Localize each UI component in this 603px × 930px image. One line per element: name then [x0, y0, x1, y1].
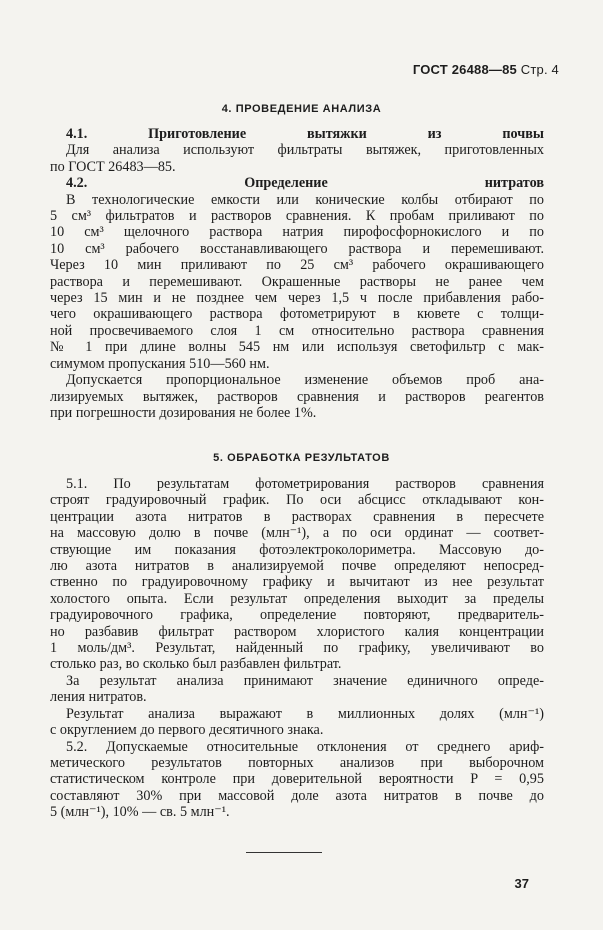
section-4-line: Для анализа используют фильтраты вытяжек, приготовленных: [66, 142, 544, 159]
section-4-line: раствора и перемешивают. Окрашенные растворы не ранее чем: [50, 273, 544, 290]
section-5-line: 5.1. По результатам фотометрирования растворов сравнения: [66, 476, 544, 492]
section-4-line: Допускается пропорциональное изменение объемов проб ана-: [66, 372, 544, 389]
section-4-line: лизируемых вытяжек, растворов сравнения и растворов реагентов: [50, 388, 544, 405]
header-title: ГОСТ 26488—85: [412, 62, 517, 77]
section-4-line: Через 10 мин приливают по 25 см³ рабочего окрашивающего: [50, 257, 544, 274]
section-4-line: 5 см³ фильтратов и растворов сравнения. К пробам приливают по: [50, 208, 544, 225]
section-4-line: 4.1. Приготовление вытяжки из почвы: [66, 126, 544, 142]
section-5-line: на массовую долю в почве (млн⁻¹), а по оси ординат — соответ-: [50, 525, 544, 542]
section-5-line: лю азота нитратов в анализируемой почве определяют непосред-: [50, 558, 544, 575]
section-4-line: В технологические емкости или конические колбы отбирают по: [66, 191, 544, 208]
section-5-line: холостого опыта. Если результат определения выходит за пределы: [50, 590, 544, 607]
section-5-line: 5.2. Допускаемые относительные отклонения от среднего ариф-: [66, 738, 544, 755]
section-5-line: ления нитратов.: [50, 689, 147, 706]
section-5-line: строят градуировочный график. По оси абсцисс откладывают кон-: [50, 492, 544, 509]
section-5-body: [50, 476, 544, 821]
section-4-line: симумом пропускания 510—560 нм.: [50, 355, 270, 372]
section-4-line: чего окрашивающего раствора фотометрируют в кювете с толщи-: [50, 306, 544, 323]
section-5-line: 1 моль/дм³. Результат, найденный по графику, увеличивают во: [50, 640, 544, 657]
section-4-line: № 1 при длине волны 545 нм или используя светофильтр с мак-: [50, 339, 544, 356]
section-4-line: при погрешности дозирования не более 1%.: [50, 404, 317, 421]
section-5-line: ственно по градуировочному графику и вычитают из нее результат: [50, 574, 544, 591]
section-5-line: метического результатов повторных анализов при выборочном: [50, 754, 544, 771]
section-4-heading: 4. ПРОВЕДЕНИЕ АНАЛИЗА: [221, 103, 382, 115]
section-4-line: 10 см³ щелочного раствора натрия пирофосфорнокислого и по: [50, 224, 544, 241]
section-5-line: центрации азота нитратов в растворах сравнения в пересчете: [50, 508, 544, 525]
section-4-line: 4.2. Определение нитратов: [66, 175, 544, 192]
running-header: [413, 62, 559, 77]
header-page-label: Стр. 4: [520, 62, 559, 77]
section-4-line: 10 см³ рабочего восстанавливающего раствора и перемешивают.: [50, 240, 544, 257]
page-number: 37: [514, 876, 529, 891]
section-4-line: ной просвечиваемого слоя 1 см относительно раствора сравнения: [50, 322, 544, 339]
section-5-line: Результат анализа выражают в миллионных долях (млн⁻¹): [66, 705, 544, 722]
section-4-line: по ГОСТ 26483—85.: [50, 158, 176, 175]
section-5-heading: 5. ОБРАБОТКА РЕЗУЛЬТАТОВ: [213, 452, 390, 464]
end-rule: [246, 852, 322, 853]
section-5-line: составляют 30% при массовой доле азота нитратов в почве до: [50, 787, 544, 804]
section-4-body: [50, 126, 544, 421]
section-5-line: статистическом контроле при доверительной вероятности P = 0,95: [50, 771, 544, 788]
section-5-line: За результат анализа принимают значение единичного опреде-: [66, 672, 544, 689]
section-5-line: градуировочного графика, определение повторяют, предваритель-: [50, 607, 544, 624]
section-5-line: 5 (млн⁻¹), 10% — св. 5 млн⁻¹.: [50, 804, 230, 821]
section-5-line: но разбавив фильтрат раствором хлористого калия концентрации: [50, 623, 544, 640]
section-5-line: с округлением до первого десятичного знака.: [50, 722, 324, 739]
section-4-line: через 15 мин и не позднее чем через 1,5 ч после прибавления рабо-: [50, 290, 544, 307]
section-5-line: ствующие им показания фотоэлектроколориметра. Массовую до-: [50, 541, 544, 558]
section-5-line: столько раз, во сколько был разбавлен фильтрат.: [50, 656, 342, 673]
